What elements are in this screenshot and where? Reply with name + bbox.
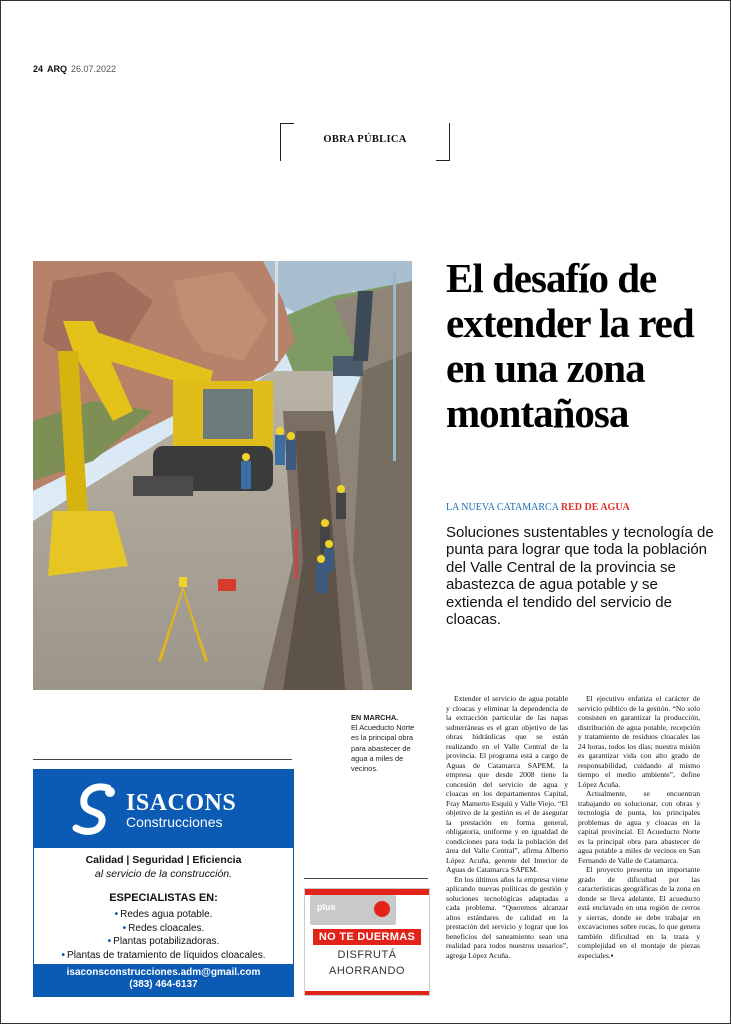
article-photo bbox=[33, 261, 412, 690]
kicker-topic: RED DE AGUA bbox=[560, 502, 630, 513]
section-label-box bbox=[280, 123, 450, 161]
ad-slogan: NO TE DUERMAS bbox=[313, 929, 421, 945]
card-badge-icon bbox=[374, 901, 390, 917]
ad-line-2: AHORRANDO bbox=[328, 965, 405, 977]
ad-contact bbox=[34, 964, 293, 996]
ad-line-1: DISFRUTÁ bbox=[337, 949, 397, 961]
caption-kicker: EN MARCHA. bbox=[351, 713, 399, 722]
section-code: ARQ bbox=[47, 64, 68, 74]
section-label: OBRA PÚBLICA bbox=[323, 134, 407, 145]
list-item: • Plantas potabilizadoras. bbox=[107, 936, 220, 947]
list-item: • Plantas de tratamiento de líquidos cloacales. bbox=[61, 949, 266, 961]
body-paragraph: El proyecto presenta un importante grado de dificultad por las características geográficas de la zona en donde se lleva adelante. El acueducto está enclavado en una región de cerros y sierras, donde se debe trabajar en excavaciones sobre rocas, lo que genera también dificultad en la traza y complejidad en el montaje de piezas especiales.▪ bbox=[578, 865, 700, 960]
article-headline: El desafío de extender la red en una zona montañosa bbox=[446, 255, 694, 436]
body-paragraph: En los últimos años la empresa viene aplicando nuevas políticas de gestión y soluciones tecnológicas adaptadas a cada problema. “Queremos alcanzar altos estándares de calidad en la prestación del servicio y lograr que los beneficios del saneamiento sean una realidad para todos nuestros usuarios”, agrega López Acuña. bbox=[446, 874, 568, 960]
ad-email[interactable]: isaconsconstrucciones.adm@gmail.com bbox=[66, 967, 261, 978]
body-column-1 bbox=[446, 694, 568, 960]
ad-divider bbox=[304, 878, 428, 879]
ad-brand-sub: Construcciones bbox=[126, 814, 223, 830]
card-label: plus bbox=[317, 902, 336, 912]
list-item: • Redes cloacales. bbox=[122, 922, 205, 934]
isacons-advertisement[interactable] bbox=[33, 769, 294, 997]
issue-date: 26.07.2022 bbox=[71, 64, 117, 74]
ad-tagline-2: al servicio de la construcción. bbox=[94, 868, 233, 880]
kicker-source: LA NUEVA CATAMARCA bbox=[446, 502, 559, 513]
ad-specialists-heading: ESPECIALISTAS EN: bbox=[109, 892, 218, 904]
article-kicker bbox=[446, 502, 630, 513]
ad-accent-bar bbox=[305, 991, 429, 995]
article-deck: Soluciones sustentables y tecnología de punta para lograr que toda la población del Valle Central de la provincia se abastezca de agua potable y se extienda el tendido del servicio de cloacas. bbox=[446, 524, 714, 629]
page-folio bbox=[33, 64, 116, 74]
page-number: 24 bbox=[33, 64, 44, 74]
photo-caption bbox=[351, 713, 417, 774]
list-item: • Redes agua potable. bbox=[114, 909, 213, 920]
ad-divider bbox=[33, 759, 292, 760]
caption-text: El Acueducto Norte es la principal obra para abastecer de agua a miles de vecinos. bbox=[351, 723, 415, 774]
body-paragraph: Actualmente, se encuentran trabajando en solucionar, con obras y tecnología de punta, los principales problemas de agua y cloacas en la capital provincial. El Acueducto Norte es la principal obra para abastecer de agua potable a miles de vecinos en San Fernando de Valle de Catamarca. bbox=[578, 789, 700, 865]
plus-advertisement[interactable] bbox=[304, 888, 430, 996]
ad-phone[interactable]: (383) 464-6137 bbox=[129, 979, 198, 990]
card-icon bbox=[310, 895, 396, 925]
isacons-logo-icon bbox=[64, 780, 124, 840]
body-column-2 bbox=[578, 694, 700, 960]
body-paragraph: Extender el servicio de agua potable y cloacas y eliminar la dependencia de la extracción particular de las napas subterráneas es el gran objetivo de las obras hidráulicas que se están realizando en el Valle Central de la provincia. El programa está a cargo de Aguas de Catamarca SAPEM, la empresa que desde 2008 tiene la concesión del servicio de agua y cloacas en los departamentos Capital, Fray Mamerto Esquiú y Valle Viejo. “El objetivo de la gestión es el de asegurar la prestación en forma general, obligatoria, uniforme y en igualdad de condiciones para toda la población del área del Valle Central”, afirma Alberto López Acuña, gerente del Interior de Aguas de Catamarca SAPEM. bbox=[446, 694, 568, 874]
ad-header bbox=[34, 770, 293, 848]
ad-services-list bbox=[34, 908, 293, 962]
ad-brand-name: ISACONS bbox=[126, 790, 237, 816]
body-paragraph: El ejecutivo enfatiza el carácter de servicio público de la gestión. “No solo consisten en garantizar la producción, distribución de agua potable, recepción y tratamiento de residuos cloacales las 24 horas, todos los días; nuestra misión es garantizar vida con alto grado de responsabilidad, cuidando al mismo tiempo el medio ambiente”, define López Acuña. bbox=[578, 694, 700, 789]
ad-tagline: Calidad | Seguridad | Eficiencia bbox=[85, 854, 242, 866]
